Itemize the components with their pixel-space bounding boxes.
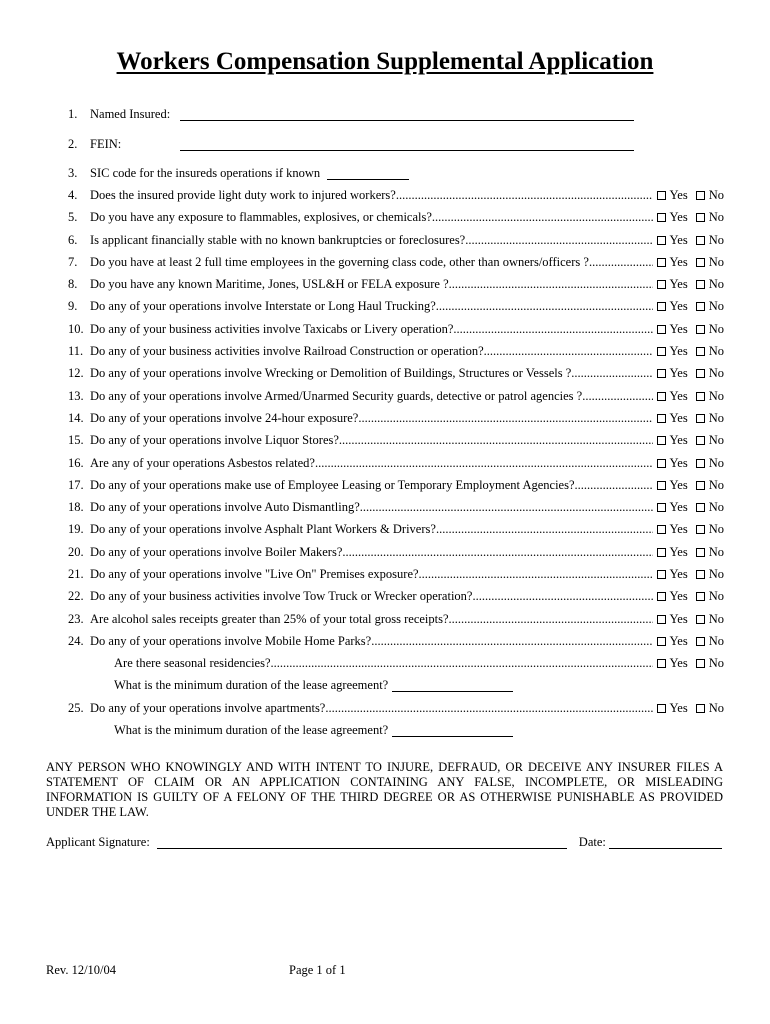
yes-option[interactable]: [657, 500, 688, 515]
yes-no-options: [657, 233, 724, 248]
yes-checkbox[interactable]: [657, 459, 666, 468]
yes-label: Yes: [669, 254, 688, 269]
yes-option[interactable]: [657, 322, 688, 337]
yes-no-options: [657, 433, 724, 448]
fein-label: FEIN:: [90, 136, 122, 151]
no-checkbox[interactable]: [696, 325, 705, 334]
yes-checkbox[interactable]: [657, 659, 666, 668]
yes-option[interactable]: [657, 701, 688, 716]
yes-checkbox[interactable]: [657, 414, 666, 423]
no-label: No: [708, 210, 724, 225]
fraud-warning: ANY PERSON WHO KNOWINGLY AND WITH INTENT TO INJURE, DEFRAUD, OR DECEIVE ANY INSURER FILES A STATEMENT OF CLAIM OR AN APPLICATION CONTAINING ANY FALSE, INCOMPLETE, OR MISLEADING INFORMATION IS GUILTY OF A FELONY OF THE THIRD DEGREE OR AS OTHERWISE PUNISHABLE AS PROVIDED UNDER THE LAW.: [46, 760, 723, 819]
no-label: No: [708, 344, 724, 359]
lease-duration-input[interactable]: [392, 724, 513, 737]
dot-leader: [484, 344, 653, 359]
yes-checkbox[interactable]: [657, 302, 666, 311]
question-text: Do any of your operations involve apartments?: [90, 700, 326, 715]
question-text: Do any of your operations involve 24-hour exposure?: [90, 410, 359, 425]
question-number: 16.: [68, 455, 84, 470]
no-checkbox[interactable]: [696, 369, 705, 378]
no-label: No: [708, 544, 724, 559]
question-text: Do any of your operations involve Interstate or Long Haul Trucking?: [90, 299, 436, 314]
yes-no-options: [657, 634, 724, 649]
dot-leader: [436, 522, 653, 537]
sub-question-text: Are there seasonal residencies?: [114, 656, 271, 671]
yes-no-options: [657, 656, 724, 671]
no-label: No: [708, 611, 724, 626]
yes-checkbox[interactable]: [657, 481, 666, 490]
no-option[interactable]: [696, 545, 724, 560]
yes-label: Yes: [669, 633, 688, 648]
question-number: 22.: [68, 589, 84, 604]
question-row: [68, 184, 724, 206]
question-text: Do any of your business activities involve Taxicabs or Livery operation?: [90, 321, 454, 336]
yes-option[interactable]: [657, 366, 688, 381]
signature-label: Applicant Signature:: [46, 834, 150, 849]
yes-label: Yes: [669, 210, 688, 225]
yes-label: Yes: [669, 611, 688, 626]
no-option[interactable]: [696, 299, 724, 314]
yes-option[interactable]: [657, 277, 688, 292]
no-option[interactable]: [696, 433, 724, 448]
question-row: [68, 318, 724, 340]
no-label: No: [708, 232, 724, 247]
no-label: No: [708, 277, 724, 292]
signature-input[interactable]: [157, 836, 567, 849]
yes-label: Yes: [669, 344, 688, 359]
yes-option[interactable]: [657, 411, 688, 426]
yes-option[interactable]: [657, 188, 688, 203]
question-number: 6.: [68, 232, 78, 247]
no-checkbox[interactable]: [696, 347, 705, 356]
field-row-named-insured: [68, 99, 724, 129]
yes-label: Yes: [669, 477, 688, 492]
question-number: 18.: [68, 500, 84, 515]
question-number: 4.: [68, 187, 78, 202]
no-label: No: [708, 410, 724, 425]
yes-label: Yes: [669, 388, 688, 403]
dot-leader: [582, 389, 652, 404]
no-checkbox[interactable]: [696, 258, 705, 267]
yes-checkbox[interactable]: [657, 704, 666, 713]
no-option[interactable]: [696, 634, 724, 649]
no-label: No: [708, 477, 724, 492]
no-label: No: [708, 589, 724, 604]
yes-option[interactable]: [657, 255, 688, 270]
yes-label: Yes: [669, 366, 688, 381]
dot-leader: [339, 433, 653, 448]
signature-row: [46, 834, 723, 850]
dot-leader: [315, 456, 653, 471]
question-row: [68, 430, 724, 452]
yes-no-options: [657, 456, 724, 471]
question-number: 8.: [68, 277, 78, 292]
date-input[interactable]: [609, 836, 722, 849]
yes-no-options: [657, 188, 724, 203]
yes-checkbox[interactable]: [657, 191, 666, 200]
no-checkbox[interactable]: [696, 548, 705, 557]
dot-leader: [371, 634, 652, 649]
yes-option[interactable]: [657, 478, 688, 493]
yes-checkbox[interactable]: [657, 392, 666, 401]
yes-checkbox[interactable]: [657, 280, 666, 289]
question-number: 23.: [68, 611, 84, 626]
no-option[interactable]: [696, 389, 724, 404]
no-label: No: [708, 500, 724, 515]
yes-no-options: [657, 701, 724, 716]
no-option[interactable]: [696, 478, 724, 493]
question-text: Is applicant financially stable with no known bankruptcies or foreclosures?: [90, 232, 466, 247]
yes-option[interactable]: [657, 299, 688, 314]
yes-option[interactable]: [657, 233, 688, 248]
question-text: Do any of your operations involve Wrecking or Demolition of Buildings, Structures or Vessels ?: [90, 366, 572, 381]
question-number: 5.: [68, 210, 78, 225]
yes-no-options: [657, 500, 724, 515]
sic-code-label: SIC code for the insureds operations if known: [90, 165, 321, 180]
question-text: Do any of your operations involve Mobile Home Parks?: [90, 633, 372, 648]
question-row: [68, 563, 724, 585]
yes-no-options: [657, 344, 724, 359]
question-text: Do you have any known Maritime, Jones, USL&H or FELA exposure ?: [90, 277, 449, 292]
dot-leader: [472, 589, 652, 604]
yes-no-options: [657, 522, 724, 537]
dot-leader: [449, 612, 653, 627]
form-title: Workers Compensation Supplemental Application: [116, 48, 654, 75]
yes-option[interactable]: [657, 389, 688, 404]
yes-no-options: [657, 277, 724, 292]
yes-no-options: [657, 612, 724, 627]
yes-label: Yes: [669, 700, 688, 715]
yes-no-options: [657, 366, 724, 381]
no-checkbox[interactable]: [696, 436, 705, 445]
yes-no-options: [657, 567, 724, 582]
yes-option[interactable]: [657, 344, 688, 359]
no-option[interactable]: [696, 210, 724, 225]
question-text: Do any of your operations involve Asphalt Plant Workers & Drivers?: [90, 522, 436, 537]
question-row: [68, 251, 724, 273]
no-checkbox[interactable]: [696, 191, 705, 200]
yes-option[interactable]: [657, 210, 688, 225]
yes-option[interactable]: [657, 545, 688, 560]
question-number: 19.: [68, 522, 84, 537]
yes-checkbox[interactable]: [657, 570, 666, 579]
question-row: [68, 452, 724, 474]
no-label: No: [708, 254, 724, 269]
question-text: Do any of your operations involve Boiler Makers?: [90, 544, 343, 559]
question-number: 11.: [68, 344, 84, 359]
yes-label: Yes: [669, 544, 688, 559]
no-checkbox[interactable]: [696, 392, 705, 401]
question-row: [68, 296, 724, 318]
yes-option[interactable]: [657, 456, 688, 471]
no-label: No: [708, 388, 724, 403]
no-option[interactable]: [696, 589, 724, 604]
question-row: [68, 407, 724, 429]
field-row-fein: [68, 129, 724, 159]
date-label: Date:: [578, 834, 606, 849]
no-label: No: [708, 522, 724, 537]
dot-leader: [571, 366, 652, 381]
sub-field-row: [68, 719, 724, 741]
no-option[interactable]: [696, 500, 724, 515]
yes-no-options: [657, 322, 724, 337]
yes-checkbox[interactable]: [657, 548, 666, 557]
question-row: [68, 474, 724, 496]
no-checkbox[interactable]: [696, 503, 705, 512]
yes-option[interactable]: [657, 612, 688, 627]
question-text: Do any of your operations involve Armed/Unarmed Security guards, detective or patrol agencies ?: [90, 388, 583, 403]
question-number: 7.: [68, 254, 78, 269]
question-row: [68, 541, 724, 563]
sub-field-row: [68, 675, 724, 697]
yes-label: Yes: [669, 656, 688, 671]
no-label: No: [708, 656, 724, 671]
no-option[interactable]: [696, 277, 724, 292]
question-number: 13.: [68, 388, 84, 403]
no-option[interactable]: [696, 567, 724, 582]
no-option[interactable]: [696, 344, 724, 359]
yes-no-options: [657, 589, 724, 604]
yes-checkbox[interactable]: [657, 213, 666, 222]
yes-option[interactable]: [657, 567, 688, 582]
field-row-sic-code: [68, 162, 724, 184]
yes-label: Yes: [669, 299, 688, 314]
no-label: No: [708, 366, 724, 381]
no-checkbox[interactable]: [696, 414, 705, 423]
yes-label: Yes: [669, 522, 688, 537]
question-row: [68, 340, 724, 362]
question-text: Does the insured provide light duty work to injured workers?: [90, 187, 396, 202]
dot-leader: [432, 210, 653, 225]
field-number: 2.: [68, 136, 78, 151]
dot-leader: [271, 656, 653, 671]
yes-checkbox[interactable]: [657, 258, 666, 267]
yes-label: Yes: [669, 232, 688, 247]
no-option[interactable]: [696, 366, 724, 381]
no-checkbox[interactable]: [696, 481, 705, 490]
question-number: 12.: [68, 366, 84, 381]
question-row: [68, 385, 724, 407]
yes-no-options: [657, 255, 724, 270]
question-row: [68, 697, 724, 719]
no-label: No: [708, 321, 724, 336]
no-option[interactable]: [696, 322, 724, 337]
yes-no-options: [657, 411, 724, 426]
no-checkbox[interactable]: [696, 592, 705, 601]
yes-label: Yes: [669, 500, 688, 515]
no-checkbox[interactable]: [696, 302, 705, 311]
yes-label: Yes: [669, 566, 688, 581]
question-number: 25.: [68, 700, 84, 715]
lease-duration-label: What is the minimum duration of the lease agreement?: [114, 678, 389, 693]
question-number: 21.: [68, 566, 84, 581]
yes-label: Yes: [669, 455, 688, 470]
question-text: Do any of your operations make use of Employee Leasing or Temporary Employment Agencies?: [90, 477, 575, 492]
yes-option[interactable]: [657, 656, 688, 671]
question-row: [68, 207, 724, 229]
yes-checkbox[interactable]: [657, 369, 666, 378]
lease-duration-input[interactable]: [392, 679, 513, 692]
yes-label: Yes: [669, 277, 688, 292]
dot-leader: [465, 233, 652, 248]
yes-no-options: [657, 389, 724, 404]
field-number: 1.: [68, 106, 78, 121]
yes-checkbox[interactable]: [657, 525, 666, 534]
yes-no-options: [657, 210, 724, 225]
application-form: [68, 99, 724, 742]
dot-leader: [575, 478, 653, 493]
no-checkbox[interactable]: [696, 659, 705, 668]
question-text: Do any of your operations involve Auto Dismantling?: [90, 500, 360, 515]
no-option[interactable]: [696, 255, 724, 270]
sic-code-input[interactable]: [327, 167, 409, 180]
no-label: No: [708, 566, 724, 581]
question-number: 14.: [68, 410, 84, 425]
no-checkbox[interactable]: [696, 459, 705, 468]
no-option[interactable]: [696, 456, 724, 471]
no-label: No: [708, 187, 724, 202]
yes-option[interactable]: [657, 634, 688, 649]
question-text: Do any of your operations involve Liquor Stores?: [90, 433, 339, 448]
question-row: [68, 519, 724, 541]
no-checkbox[interactable]: [696, 637, 705, 646]
no-label: No: [708, 700, 724, 715]
yes-label: Yes: [669, 410, 688, 425]
no-checkbox[interactable]: [696, 525, 705, 534]
no-label: No: [708, 299, 724, 314]
no-option[interactable]: [696, 233, 724, 248]
question-row: [68, 273, 724, 295]
dot-leader: [360, 500, 653, 515]
question-text: Do any of your business activities involve Tow Truck or Wrecker operation?: [90, 589, 473, 604]
page-number: Page 1 of 1: [289, 963, 346, 977]
dot-leader: [589, 255, 653, 270]
yes-label: Yes: [669, 589, 688, 604]
question-number: 9.: [68, 299, 78, 314]
question-row: [68, 496, 724, 518]
fein-input[interactable]: [180, 138, 634, 151]
question-text: Do any of your operations involve "Live On" Premises exposure?: [90, 566, 419, 581]
question-number: 10.: [68, 321, 84, 336]
question-row: [68, 586, 724, 608]
no-option[interactable]: [696, 701, 724, 716]
question-number: 20.: [68, 544, 84, 559]
no-checkbox[interactable]: [696, 213, 705, 222]
yes-no-options: [657, 478, 724, 493]
yes-option[interactable]: [657, 522, 688, 537]
no-option[interactable]: [696, 522, 724, 537]
yes-option[interactable]: [657, 589, 688, 604]
no-checkbox[interactable]: [696, 570, 705, 579]
yes-label: Yes: [669, 433, 688, 448]
no-option[interactable]: [696, 411, 724, 426]
dot-leader: [453, 322, 652, 337]
no-checkbox[interactable]: [696, 236, 705, 245]
question-number: 24.: [68, 633, 84, 648]
question-row: [68, 630, 724, 652]
no-option[interactable]: [696, 612, 724, 627]
dot-leader: [396, 188, 653, 203]
yes-label: Yes: [669, 187, 688, 202]
yes-no-options: [657, 545, 724, 560]
question-text: Are any of your operations Asbestos related?: [90, 455, 315, 470]
question-row: [68, 229, 724, 251]
dot-leader: [419, 567, 653, 582]
no-label: No: [708, 455, 724, 470]
question-text: Are alcohol sales receipts greater than 25% of your total gross receipts?: [90, 611, 449, 626]
no-checkbox[interactable]: [696, 280, 705, 289]
dot-leader: [449, 277, 653, 292]
yes-checkbox[interactable]: [657, 347, 666, 356]
lease-duration-label: What is the minimum duration of the lease agreement?: [114, 723, 389, 738]
dot-leader: [358, 411, 652, 426]
question-list: [68, 184, 724, 741]
yes-checkbox[interactable]: [657, 637, 666, 646]
no-option[interactable]: [696, 656, 724, 671]
yes-checkbox[interactable]: [657, 615, 666, 624]
dot-leader: [436, 299, 653, 314]
no-option[interactable]: [696, 188, 724, 203]
no-label: No: [708, 633, 724, 648]
dot-leader: [342, 545, 652, 560]
question-text: Do any of your business activities involve Railroad Construction or operation?: [90, 344, 484, 359]
revision-label: Rev. 12/10/04: [46, 963, 117, 977]
question-text: Do you have any exposure to flammables, explosives, or chemicals?: [90, 210, 432, 225]
question-text: Do you have at least 2 full time employees in the governing class code, other than owners/officers ?: [90, 254, 589, 269]
no-checkbox[interactable]: [696, 615, 705, 624]
yes-checkbox[interactable]: [657, 236, 666, 245]
dot-leader: [325, 701, 652, 716]
no-checkbox[interactable]: [696, 704, 705, 713]
yes-option[interactable]: [657, 433, 688, 448]
question-row: [68, 363, 724, 385]
sub-question-row: [68, 653, 724, 675]
field-number: 3.: [68, 165, 78, 180]
question-number: 15.: [68, 433, 84, 448]
yes-checkbox[interactable]: [657, 325, 666, 334]
question-number: 17.: [68, 477, 84, 492]
question-row: [68, 608, 724, 630]
no-label: No: [708, 433, 724, 448]
named-insured-label: Named Insured:: [90, 106, 171, 121]
yes-checkbox[interactable]: [657, 436, 666, 445]
yes-checkbox[interactable]: [657, 503, 666, 512]
yes-checkbox[interactable]: [657, 592, 666, 601]
named-insured-input[interactable]: [180, 108, 634, 121]
yes-label: Yes: [669, 321, 688, 336]
yes-no-options: [657, 299, 724, 314]
